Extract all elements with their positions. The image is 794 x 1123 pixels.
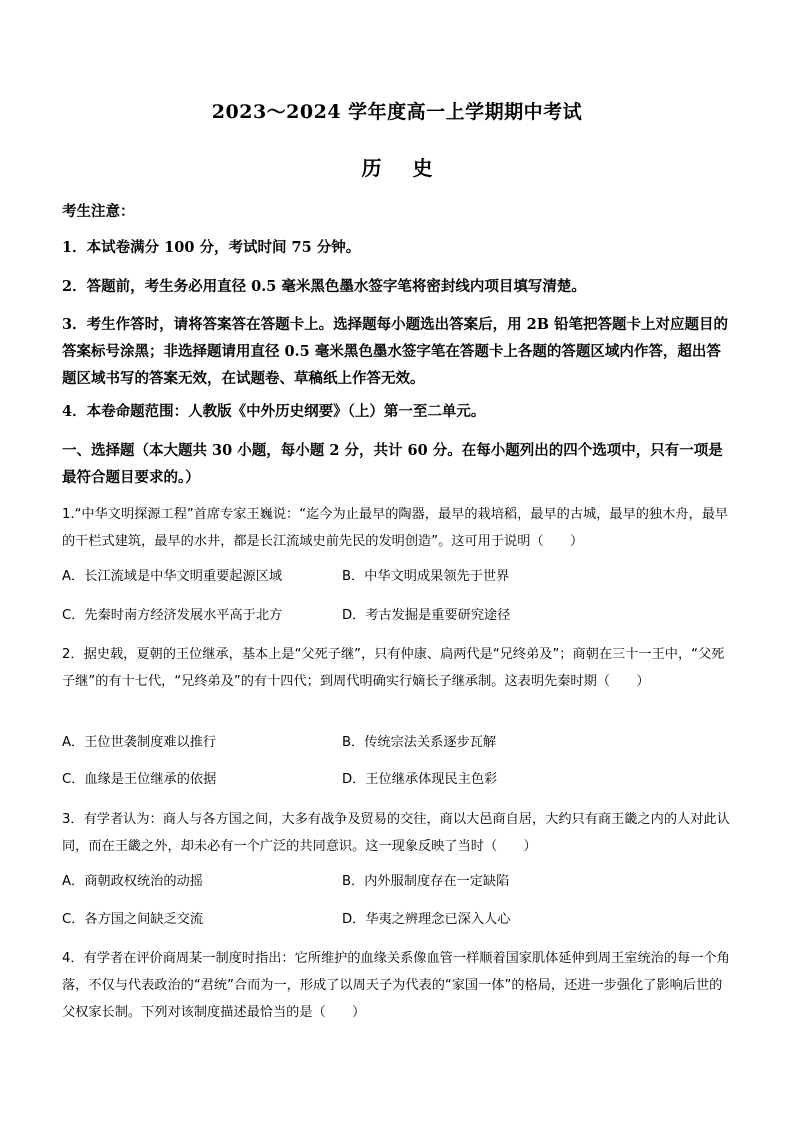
question-4-stem: 4．有学者在评价商周某一制度时指出：它所维护的血缘关系像血管一样顺着国家肌体延伸到周王室统治的每一个角落，不仅与代表政治的“君统”合而为一，形成了以周天子为代表的“家国一体”的格局，还进一步强化了影响后世的父权家长制。下列对该制度描述最恰当的是（ ） — [62, 951, 730, 1020]
question-2-option-c[interactable]: C．血缘是王位继承的依据 — [62, 772, 217, 787]
question-1-stem: 1.“中华文明探源工程”首席专家王巍说：“迄今为止最早的陶器，最早的栽培稻，最早的古城，最早的独木舟，最早的干栏式建筑，最早的水井，都是长江流域史前先民的发明创造”。这可用于说明（ ） — [62, 507, 729, 549]
question-2-option-a[interactable]: A．王位世袭制度难以推行 — [62, 735, 217, 750]
question-1-options-row1 — [62, 566, 734, 588]
question-3-option-b[interactable]: B．内外服制度存在一定缺陷 — [342, 874, 510, 889]
question-2-stem: 2．据史载，夏朝的王位继承，基本上是“父死子继”，只有仲康、扃两代是“兄终弟及”；商朝在三十一王中，“父死子继”的有十七代，“兄终弟及”的有十四代；到周代明确实行嫡长子继承制。这表明先秦时期（ ） — [62, 647, 725, 689]
notice-item-2: 2．答题前，考生务必用直径 0.5 毫米黑色墨水签字笔将密封线内项目填写清楚。 — [62, 278, 586, 295]
question-1-options-row2 — [62, 605, 734, 627]
question-3-option-c[interactable]: C．各方国之间缺乏交流 — [62, 912, 204, 927]
notice-item-3: 3．考生作答时，请将答案答在答题卡上。选择题每小题选出答案后，用 2B 铅笔把答题卡上对应题目的答案标号涂黑；非选择题请用直径 0.5 毫米黑色墨水签字笔在答题卡上各题的答题区域内作答，超出答题区域书写的答案无效，在试题卷、草稿纸上作答无效。 — [62, 316, 729, 387]
question-3-option-d[interactable]: D．华夷之辨理念已深入人心 — [342, 912, 511, 927]
notice-item-4: 4．本卷命题范围：人教版《中外历史纲要》（上）第一至二单元。 — [62, 403, 486, 420]
question-1-option-d[interactable]: D．考古发掘是重要研究途径 — [342, 608, 511, 623]
question-2-option-b[interactable]: B．传统宗法关系逐步瓦解 — [342, 735, 497, 750]
section-heading: 一、选择题（本大题共 30 小题，每小题 2 分，共计 60 分。在每小题列出的四个选项中，只有一项是最符合题目要求的。） — [62, 442, 723, 486]
question-2-option-d[interactable]: D．王位继承体现民主色彩 — [342, 772, 498, 787]
subject-title: 历 史 — [361, 156, 445, 180]
question-3-stem: 3．有学者认为：商人与各方国之间，大多有战争及贸易的交往，商以大邑商自居，大约只有商王畿之内的人对此认同，而在王畿之外，却未必有一个广泛的共同意识。这一现象反映了当时（ ） — [62, 812, 730, 854]
question-2-options-row2 — [62, 769, 734, 791]
question-2-options-row1 — [62, 732, 734, 754]
exam-title: 2023～2024 学年度高一上学期期中考试 — [211, 101, 583, 123]
notice-heading: 考生注意： — [62, 203, 135, 220]
question-3-options-row1 — [62, 871, 734, 893]
question-1-option-c[interactable]: C．先秦时南方经济发展水平高于北方 — [62, 608, 283, 623]
question-3-option-a[interactable]: A．商朝政权统治的动摇 — [62, 874, 203, 889]
question-1-option-a[interactable]: A．长江流域是中华文明重要起源区域 — [62, 569, 283, 584]
question-3-options-row2 — [62, 909, 734, 931]
notice-item-1: 1．本试卷满分 100 分，考试时间 75 分钟。 — [62, 239, 361, 256]
question-1-option-b[interactable]: B．中华文明成果领先于世界 — [342, 569, 510, 584]
